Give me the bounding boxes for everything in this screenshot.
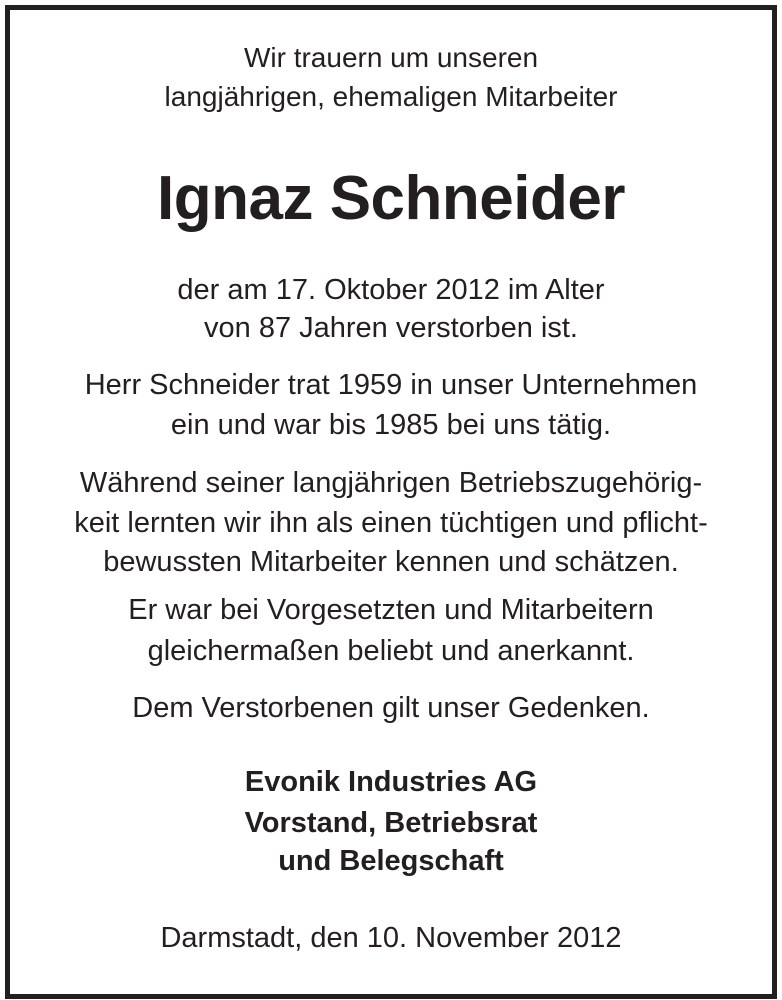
deceased-name: Ignaz Schneider xyxy=(157,164,625,233)
esteem-line: gleichermaßen beliebt und anerkannt. xyxy=(147,635,635,667)
place-and-date: Darmstadt, den 10. November 2012 xyxy=(160,922,622,954)
intro-line: langjährigen, ehemaligen Mitarbeiter xyxy=(164,81,618,112)
career-line: ein und war bis 1985 bei uns tätig. xyxy=(170,409,612,441)
tribute-line: keit lernten wir ihn als einen tüchtigen und pflicht- xyxy=(74,507,708,539)
signature-line: Vorstand, Betriebsrat xyxy=(244,807,538,839)
tribute-line: bewussten Mitarbeiter kennen und schätzen. xyxy=(103,546,679,578)
intro-line: Wir trauern um unseren xyxy=(243,42,539,73)
remembrance-line: Dem Verstorbenen gilt unser Gedenken. xyxy=(132,692,650,724)
death-notice-line: von 87 Jahren verstorben ist. xyxy=(204,312,578,344)
esteem-line: Er war bei Vorgesetzten und Mitarbeitern xyxy=(128,594,654,626)
tribute-line: Während seiner langjährigen Betriebszugehörig- xyxy=(79,467,703,499)
signature-line: Evonik Industries AG xyxy=(244,766,538,798)
death-notice-line: der am 17. Oktober 2012 im Alter xyxy=(177,274,605,306)
career-line: Herr Schneider trat 1959 in unser Unternehmen xyxy=(84,369,698,401)
signature-line: und Belegschaft xyxy=(278,845,504,877)
